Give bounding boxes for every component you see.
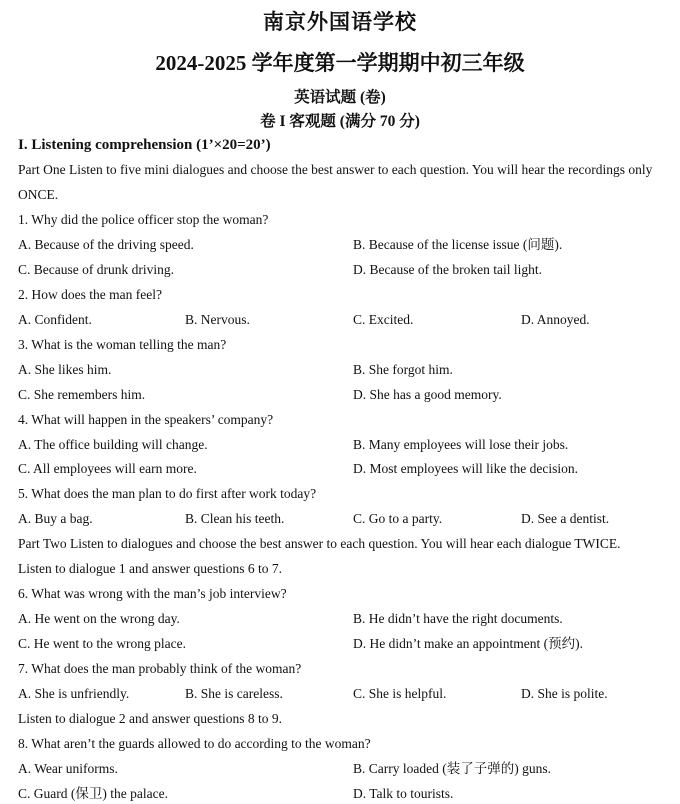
- part-one-instructions-cont: ONCE.: [18, 187, 59, 202]
- question-8: 8. What aren’t the guards allowed to do according to the woman?: [18, 736, 371, 751]
- q3-option-a: A. She likes him.: [18, 362, 112, 377]
- q7-option-c: C. She is helpful.: [353, 686, 447, 701]
- exam-part-title: 卷 I 客观题 (满分 70 分): [260, 113, 420, 130]
- q8-option-c: C. Guard (保卫) the palace.: [18, 786, 168, 801]
- q3-option-b: B. She forgot him.: [353, 362, 453, 377]
- dialogue-1-instructions: Listen to dialogue 1 and answer questions 6 to 7.: [18, 561, 282, 576]
- q2-option-d: D. Annoyed.: [521, 312, 590, 327]
- q4-option-b: B. Many employees will lose their jobs.: [353, 437, 569, 452]
- school-name: 南京外国语学校: [263, 10, 417, 34]
- q3-option-c: C. She remembers him.: [18, 387, 146, 402]
- exam-subject: 英语试题 (卷): [294, 89, 386, 106]
- q6-option-c: C. He went to the wrong place.: [18, 636, 186, 651]
- q5-option-b: B. Clean his teeth.: [185, 511, 285, 526]
- q2-option-b: B. Nervous.: [185, 312, 250, 327]
- q7-option-b: B. She is careless.: [185, 686, 283, 701]
- question-3: 3. What is the woman telling the man?: [18, 337, 227, 352]
- q6-option-b: B. He didn’t have the right documents.: [353, 611, 563, 626]
- question-1: 1. Why did the police officer stop the woman?: [18, 212, 269, 227]
- q1-option-b: B. Because of the license issue (问题).: [353, 237, 563, 252]
- q1-option-c: C. Because of drunk driving.: [18, 262, 174, 277]
- q2-option-a: A. Confident.: [18, 312, 92, 327]
- q6-option-d: D. He didn’t make an appointment (预约).: [353, 636, 583, 651]
- q2-option-c: C. Excited.: [353, 312, 414, 327]
- q5-option-c: C. Go to a party.: [353, 511, 443, 526]
- part-two-instructions: Part Two Listen to dialogues and choose the best answer to each question. You will hear each dialogue TWICE.: [18, 536, 621, 551]
- question-2: 2. How does the man feel?: [18, 287, 162, 302]
- q5-option-a: A. Buy a bag.: [18, 511, 93, 526]
- question-4: 4. What will happen in the speakers’ company?: [18, 412, 274, 427]
- q8-option-d: D. Talk to tourists.: [353, 786, 454, 801]
- q3-option-d: D. She has a good memory.: [353, 387, 502, 402]
- part-one-instructions: Part One Listen to five mini dialogues and choose the best answer to each question. You will hear the recordings only: [18, 162, 653, 177]
- section-title: I. Listening comprehension (1’×20=20’): [18, 137, 271, 153]
- q4-option-c: C. All employees will earn more.: [18, 461, 197, 476]
- q1-option-a: A. Because of the driving speed.: [18, 237, 194, 252]
- q4-option-a: A. The office building will change.: [18, 437, 208, 452]
- q1-option-d: D. Because of the broken tail light.: [353, 262, 542, 277]
- dialogue-2-instructions: Listen to dialogue 2 and answer questions 8 to 9.: [18, 711, 282, 726]
- q6-option-a: A. He went on the wrong day.: [18, 611, 180, 626]
- question-5: 5. What does the man plan to do first after work today?: [18, 486, 317, 501]
- question-6: 6. What was wrong with the man’s job interview?: [18, 586, 287, 601]
- q7-option-a: A. She is unfriendly.: [18, 686, 130, 701]
- question-7: 7. What does the man probably think of the woman?: [18, 661, 302, 676]
- q8-option-b: B. Carry loaded (装了子弹的) guns.: [353, 761, 551, 776]
- q7-option-d: D. She is polite.: [521, 686, 608, 701]
- q8-option-a: A. Wear uniforms.: [18, 761, 118, 776]
- q4-option-d: D. Most employees will like the decision.: [353, 461, 578, 476]
- exam-term-title: 2024-2025 学年度第一学期期中初三年级: [155, 51, 525, 75]
- q5-option-d: D. See a dentist.: [521, 511, 610, 526]
